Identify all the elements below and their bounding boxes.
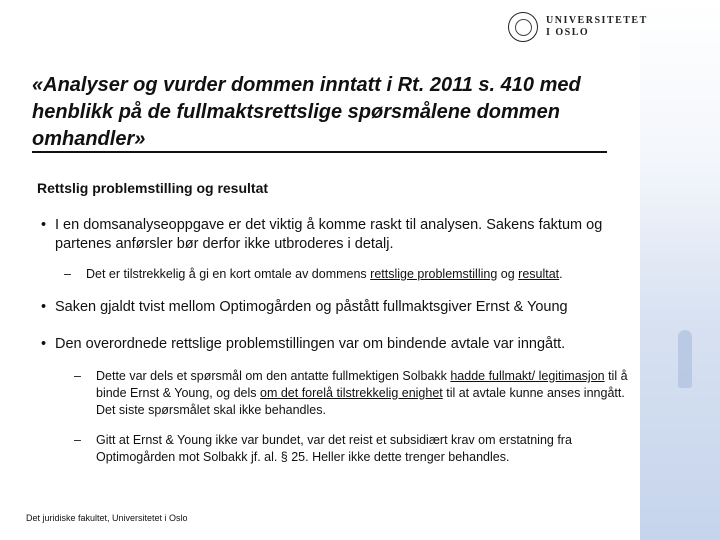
sculpture-figure (678, 330, 692, 388)
underlined-phrase-1: hadde fullmakt/ legitimasjon (450, 369, 605, 383)
underlined-phrase-2: resultat (518, 267, 560, 281)
decorative-side-band (640, 0, 720, 540)
sub-text-pre: Det er tilstrekkelig å gi en kort omtale av dommens (86, 267, 371, 281)
bullet-mark: • (41, 336, 47, 352)
bullet-mark: • (41, 217, 47, 233)
footer-text: Det juridiske fakultet, Universitetet i Oslo (26, 513, 188, 523)
sub-text-mid: og (497, 267, 519, 281)
bullet-2-text: Saken gjaldt tvist mellom Optimogården og påstått fullmaktsgiver Ernst & Young (55, 299, 568, 315)
logo-line-2: I OSLO (546, 27, 590, 38)
logo-text (546, 15, 648, 39)
underlined-phrase-1: rettslige problemstilling (370, 267, 498, 281)
sub-text-mid: til å binde Ernst & Young, og dels (96, 369, 628, 400)
logo-line-1: UNIVERSITETET (546, 15, 648, 26)
bullet-3-text: Den overordnede rettslige problemstillingen var om bindende avtale var inngått. (55, 336, 566, 352)
dash-mark: – (74, 433, 81, 447)
title-underline (32, 151, 607, 153)
bullet-1-text: I en domsanalyseoppgave er det viktig å komme raskt til analysen. Sakens faktum og partenes anførsler bør derfor ikke utbroderes i detalj. (55, 217, 603, 252)
section-heading: Rettslig problemstilling og resultat (37, 180, 269, 196)
bullet-2 (41, 298, 635, 317)
bullet-3-sub-1 (74, 368, 636, 419)
bullet-mark: • (41, 299, 47, 315)
sub-2-text: Gitt at Ernst & Young ikke var bundet, var det reist et subsidiært krav om erstatning fra Optimogården mot Solbakk jf. al. § 25. Heller ikke dette trenger behandles. (96, 433, 572, 464)
bullet-3-sub-2 (74, 432, 636, 466)
sub-text-post: . (559, 267, 563, 281)
university-logo (508, 12, 648, 42)
dash-mark: – (64, 267, 71, 281)
bullet-1 (41, 216, 615, 254)
bullet-3 (41, 335, 635, 354)
dash-mark: – (74, 369, 81, 383)
bullet-1-sub (64, 266, 646, 283)
sub-text-post: til at avtale kunne anses inngått. Det siste spørsmålet skal ikke behandles. (96, 386, 625, 417)
sub-text-pre: Dette var dels et spørsmål om den antatte fullmektigen Solbakk (96, 369, 451, 383)
underlined-phrase-2: om det forelå tilstrekkelig enighet (260, 386, 443, 400)
university-seal-icon (508, 12, 538, 42)
slide-title: «Analyser og vurder dommen inntatt i Rt. 2011 s. 410 med henblikk på de fullmaktsrettslige spørsmålene dommen omhandler» (32, 74, 581, 150)
